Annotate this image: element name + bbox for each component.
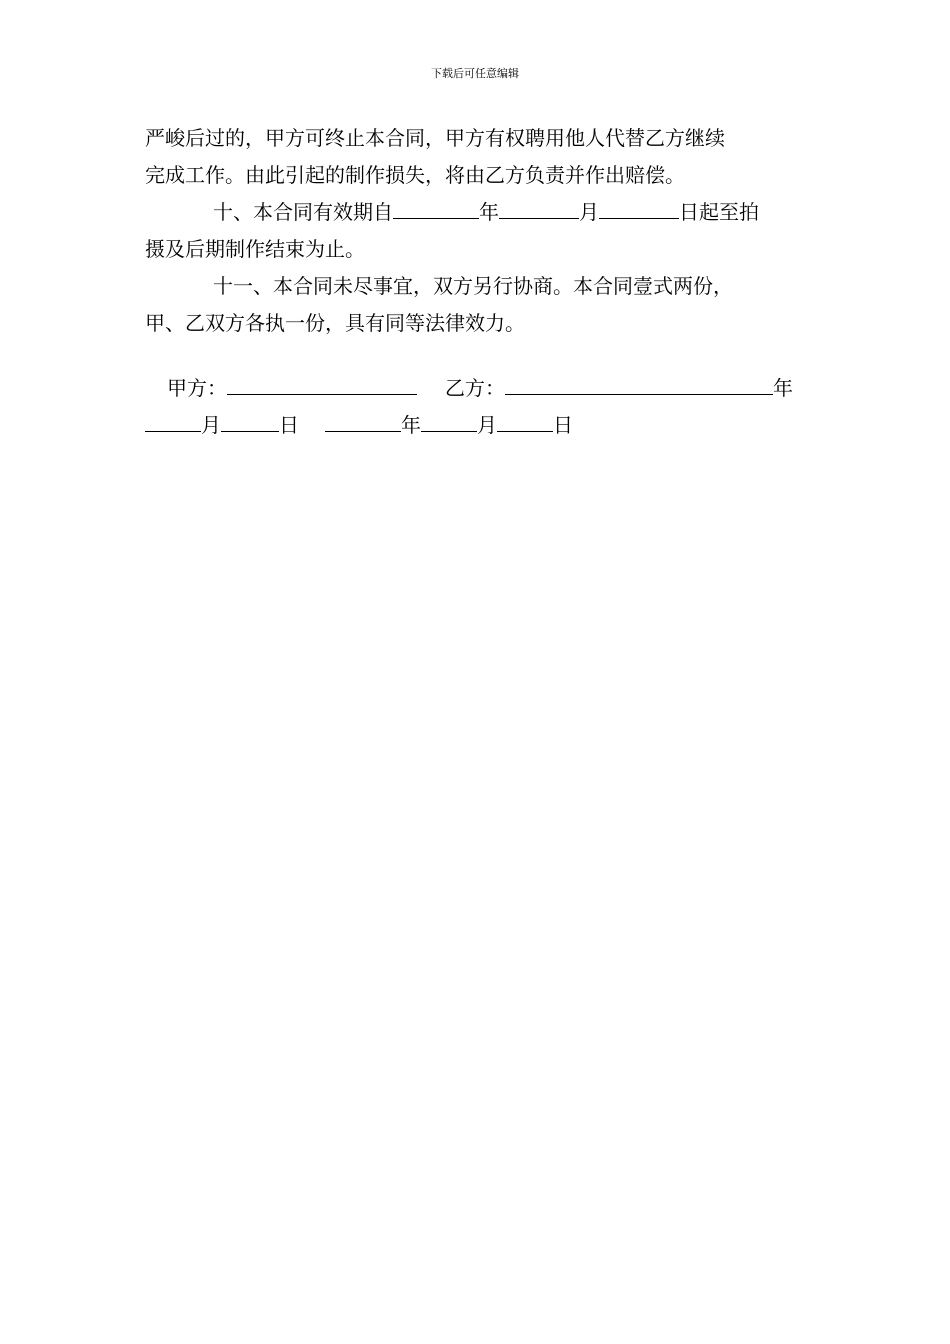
date-year-blank[interactable]: [325, 409, 401, 432]
clause-nine-line-2: 完成工作。由此引起的制作损失，将由乙方负责并作出赔偿。: [145, 163, 685, 187]
signature-line-2: [145, 407, 807, 444]
date-day-blank[interactable]: [497, 409, 553, 432]
clause-ten-prefix: 十、本合同有效期自: [213, 200, 393, 224]
month-label: 月: [579, 200, 599, 224]
party-b-month-label: 月: [201, 413, 221, 437]
date-month-label: 月: [477, 413, 497, 437]
start-year-blank[interactable]: [393, 196, 479, 219]
party-a-label: 甲方：: [167, 376, 227, 400]
day-tail-label: 日起至拍: [679, 200, 759, 224]
page-header: 下载后可任意编辑: [431, 67, 519, 80]
party-b-day-label: 日: [279, 413, 299, 437]
party-b-label: 乙方：: [445, 376, 505, 400]
party-b-month-blank[interactable]: [145, 409, 201, 432]
date-day-label: 日: [553, 413, 573, 437]
section-spacer: [145, 342, 807, 370]
start-month-blank[interactable]: [499, 196, 579, 219]
date-year-label: 年: [401, 413, 421, 437]
clause-eleven-line-2: 甲、乙双方各执一份，具有同等法律效力。: [145, 311, 525, 335]
party-b-day-blank[interactable]: [221, 409, 279, 432]
clause-ten-line-2: 摄及后期制作结束为止。: [145, 237, 365, 261]
start-day-blank[interactable]: [599, 196, 679, 219]
date-month-blank[interactable]: [421, 409, 477, 432]
party-a-signature-blank[interactable]: [227, 372, 417, 395]
contract-body: [145, 120, 807, 444]
signature-line-1: [145, 370, 807, 407]
clause-ten-line-1: [145, 194, 807, 231]
clause-nine-line-1: 严峻后过的，甲方可终止本合同，甲方有权聘用他人代替乙方继续: [145, 126, 725, 150]
year-label: 年: [479, 200, 499, 224]
party-b-year-label: 年: [773, 376, 793, 400]
clause-eleven-line-1: 十一、本合同未尽事宜，双方另行协商。本合同壹式两份，: [213, 274, 733, 298]
party-b-signature-blank[interactable]: [505, 372, 773, 395]
